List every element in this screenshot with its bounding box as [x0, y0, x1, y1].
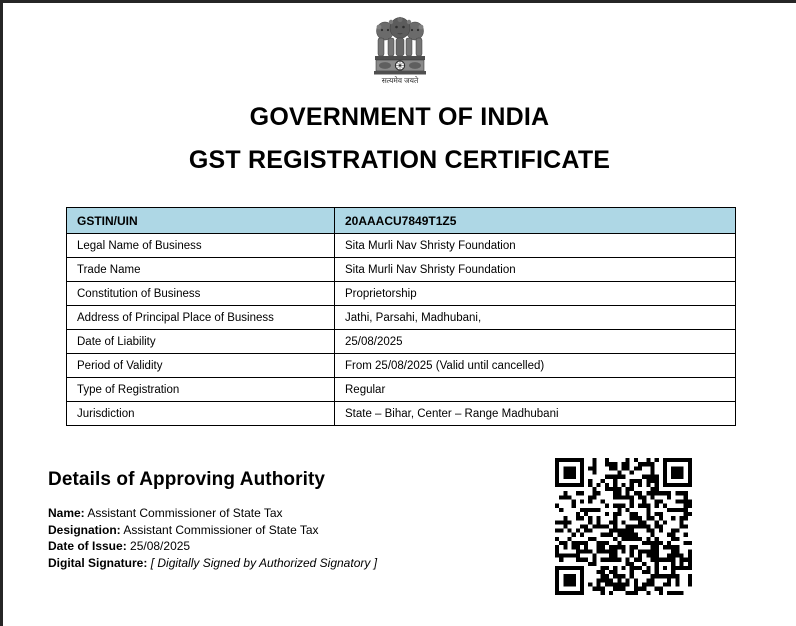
- field-label: Name:: [48, 506, 85, 520]
- field-value: 25/08/2025: [130, 539, 191, 553]
- approving-authority-details: [48, 505, 377, 571]
- table-row: [67, 282, 736, 306]
- approving-authority-heading: Details of Approving Authority: [48, 469, 326, 490]
- row-label: Jurisdiction: [67, 402, 335, 426]
- gstin-value: 20AAACU7849T1Z5: [335, 208, 736, 234]
- field-label: Date of Issue:: [48, 539, 127, 553]
- row-label: Period of Validity: [67, 354, 335, 378]
- field-label: Designation:: [48, 522, 121, 537]
- row-label: Constitution of Business: [67, 282, 335, 306]
- row-value: 25/08/2025: [335, 330, 736, 354]
- qr-code-icon: [554, 458, 693, 595]
- authority-field-name: [48, 505, 377, 522]
- row-value: From 25/08/2025 (Valid until cancelled): [335, 354, 736, 378]
- emblem-motto-text: सत्यमेव जयते: [381, 76, 418, 85]
- field-value: [ Digitally Signed by Authorized Signatory ]: [150, 555, 378, 570]
- table-row: [67, 258, 736, 282]
- row-label: Date of Liability: [67, 330, 335, 354]
- row-value: Sita Murli Nav Shristy Foundation: [335, 234, 736, 258]
- table-row: [67, 330, 736, 354]
- gstin-label: GSTIN/UIN: [67, 208, 335, 234]
- page-title-government: GOVERNMENT OF INDIA: [249, 103, 550, 131]
- row-value: Regular: [335, 378, 736, 402]
- row-value: Jathi, Parsahi, Madhubani,: [335, 306, 736, 330]
- table-row: [67, 402, 736, 426]
- table-row: [67, 306, 736, 330]
- authority-field-date-of-issue: [48, 538, 377, 555]
- field-value: Assistant Commissioner of State Tax: [87, 506, 283, 520]
- row-value: Sita Murli Nav Shristy Foundation: [335, 258, 736, 282]
- table-row: [67, 354, 736, 378]
- table-row: [67, 234, 736, 258]
- authority-field-digital-signature: [48, 555, 377, 572]
- authority-field-designation: [48, 522, 377, 539]
- emblem-container: [3, 9, 796, 89]
- field-label: Digital Signature:: [48, 555, 148, 570]
- row-value: Proprietorship: [335, 282, 736, 306]
- gst-details-table: [66, 207, 736, 426]
- table-row: [67, 378, 736, 402]
- field-value: Assistant Commissioner of State Tax: [123, 522, 319, 537]
- row-label: Address of Principal Place of Business: [67, 306, 335, 330]
- india-state-emblem-icon: [369, 9, 431, 89]
- row-label: Type of Registration: [67, 378, 335, 402]
- table-header-row: [67, 208, 736, 234]
- page-title-certificate: GST REGISTRATION CERTIFICATE: [188, 146, 611, 174]
- row-label: Trade Name: [67, 258, 335, 282]
- row-label: Legal Name of Business: [67, 234, 335, 258]
- row-value: State – Bihar, Center – Range Madhubani: [335, 402, 736, 426]
